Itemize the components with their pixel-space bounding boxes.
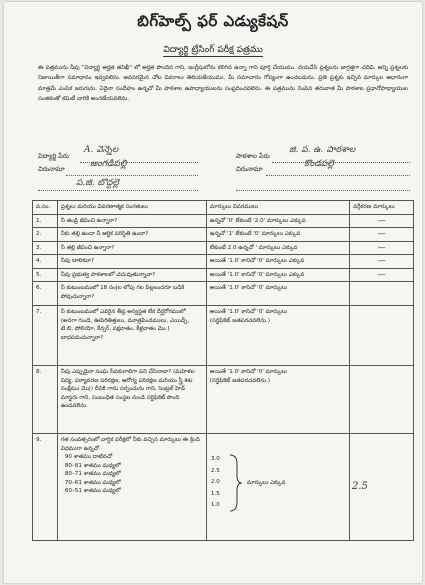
col-header-question: ప్రశ్నలు మరియు వివరణాత్మక సంగతులు [57, 201, 206, 215]
marks-scale: 3.0 2.5 2.0 1.5 1.0 [210, 456, 220, 508]
form-page [4, 2, 422, 583]
col-header-marks-awarded: వర్గీకరణ మార్కులు [350, 201, 414, 215]
student-address-line-2 [38, 190, 198, 191]
school-address-value: కొండపల్లె [304, 159, 334, 169]
school-name-label: పాఠశాల పేరు [236, 152, 270, 160]
table-row: 4. నీవు బాలికవా? అయితే '1.0' కానిచో '0' మార్కులు ఎక్కువ — [33, 255, 414, 269]
table-row: 5. నీవు ప్రభుత్వ పాఠశాలలో చదువుతున్నావా? అయితే '1.0' కానిచో '0' మార్కులు ఎక్కువ — [33, 268, 414, 282]
school-address-line-2 [236, 190, 410, 191]
school-address-line [266, 175, 410, 176]
school-name-value: జి. ప. ఉ. పాఠశాల [289, 145, 356, 155]
student-address-line [66, 175, 198, 176]
table-row: 2. నీకు తల్లి ఉందా నీ ఆర్థిక పరిస్థితి ఉందా? ఉన్నచో '1' లేకుంటే '0' మార్కులు ఎక్కువ — [33, 228, 414, 242]
table-row: 6. నీ కుటుంబములో 18 సం|ల లోపు గల పిల్లలందరూ బడికి పోవుచున్నారా? అయితే '1.0' కానిచో '0' మార్కులు [33, 282, 414, 306]
table-header-row [33, 201, 414, 215]
school-name-line [272, 162, 410, 163]
student-address-value-1: అంగడిపల్లి [90, 159, 127, 169]
table-row: 1. నీ తండ్రి జీవించి ఉన్నారా? ఉన్నచో '0' లేకుంటే '2.0' మార్కులు ఎక్కువ — [33, 214, 414, 228]
table-row: 7. నీ కుటుంబములో ఎవరైన తీవ్ర అస్వస్థత లేక దీర్ఘరోగములో (అనగా గుండె, ఊపిరితిత్తులు, మూత్రపిండములు, ఎయిడ్స్, టి.బి, పోలియో, కేన్సర్, పక్షవాతం, కీళ్లవాతం మొ.) బాధపడుచున్నారా? అయితే '1.0' కానిచో '0' మార్కులు (సర్టిఫికెట్ జతపరచవలెను.) [33, 306, 414, 366]
brace-shape [227, 454, 243, 512]
awarded-mark-handwritten: 2.5 [352, 481, 368, 492]
form-title: బిగ్‌హెల్ప్ ఫర్ ఎడ్యుకేషన్ [137, 12, 289, 30]
instructions-paragraph: ఈ పత్రమును నీవు "విద్యార్థి అర్హత తనిఖీ" లో అర్హత పొందిన గాని, ఇంగ్లీషులోను కలిగిన ఉన్నా గాని పూర్తి చేయుము. దయచేసి ప్రశ్నలను జాగ్రత్తగా చదివి, అన్ని ప్రశ్నలకు నిజాయితీగా సమాధానం ఇవ్వవలెను. అవసరమైన చోట వివరాలు తెలియజేయుము. మీ సమాచారం గోప్యంగా ఉంచబడును. ప్రతి ప్రశ్నకు ఇచ్చిన మార్కుల ఆధారంగా మాత్రమే ఎంపిక జరుగును. ఏదైనా సందేహం ఉన్నచో మీ పాఠశాల ఉపాధ్యాయులను సంప్రదించవలెను. ఈ పత్రమును నింపిన తరువాత మీ పాఠశాల ప్రధానోపాధ్యాయుల సంతకంతో కమిటీ వారికి అందజేయవలెను. [38, 65, 408, 103]
col-header-sno: వ.సం. [33, 201, 58, 215]
table-row-grades: 9. గత సంవత్సరంలో వార్షిక పరీక్షలో నీకు వచ్చిన మార్కులు ఈ క్రింది విధముగా ఉన్నచో 90 శాతము దాటినచో 80–81 శాతము మధ్యలో 80–71 శాతము మధ్యలో 70–61 శాతము మధ్యలో 60–51 శాతము మధ్యలో 3.0 2.5 2.0 1.5 1.0 మార్కులు ఎక్కువ [33, 434, 414, 541]
student-address-label: చిరునామా [38, 165, 65, 173]
table-row: 3. నీ తల్లి జీవించి ఉన్నారా? లేకుంటే 2.0 ఉన్నచో ' మార్కులు ఎక్కువ — [33, 241, 414, 255]
student-name-value: A. వెన్నెల [84, 145, 119, 155]
student-name-label: విద్యార్థి పేరు [38, 152, 70, 160]
form-subtitle: విద్యార్థి ట్రేసింగ్ పరీక్ష పత్రము [163, 45, 263, 55]
col-header-marks-detail: మార్కులు వివరములు [206, 201, 349, 215]
school-address-label: చిరునామా [236, 165, 263, 173]
table-row: 8. నీవు ఎప్పుడైనా సంఘ సేవకురాలిగా పని చేసినావా? (మహిళల విద్య, పర్యావరణ పరిరక్షణ, ఆరోగ్య పరిరక్షణ మరియు స్త్రీ శిశు సంక్షేమం మొ|) దీనికి గాను సర్పంచును గాని, సెంట్రల్ హెడ్ మాస్టరు గాని, సంబంధిత సంస్థల నుండి సర్టిఫికెట్ పొంది ఉండవలెను. అయితే '1.0' కానిచో '0' మార్కులు (సర్టిఫికెట్ జతపరచవలెను.) [33, 366, 414, 434]
student-address-value-2: ప.జి. బొద్దల్లె [76, 178, 119, 188]
